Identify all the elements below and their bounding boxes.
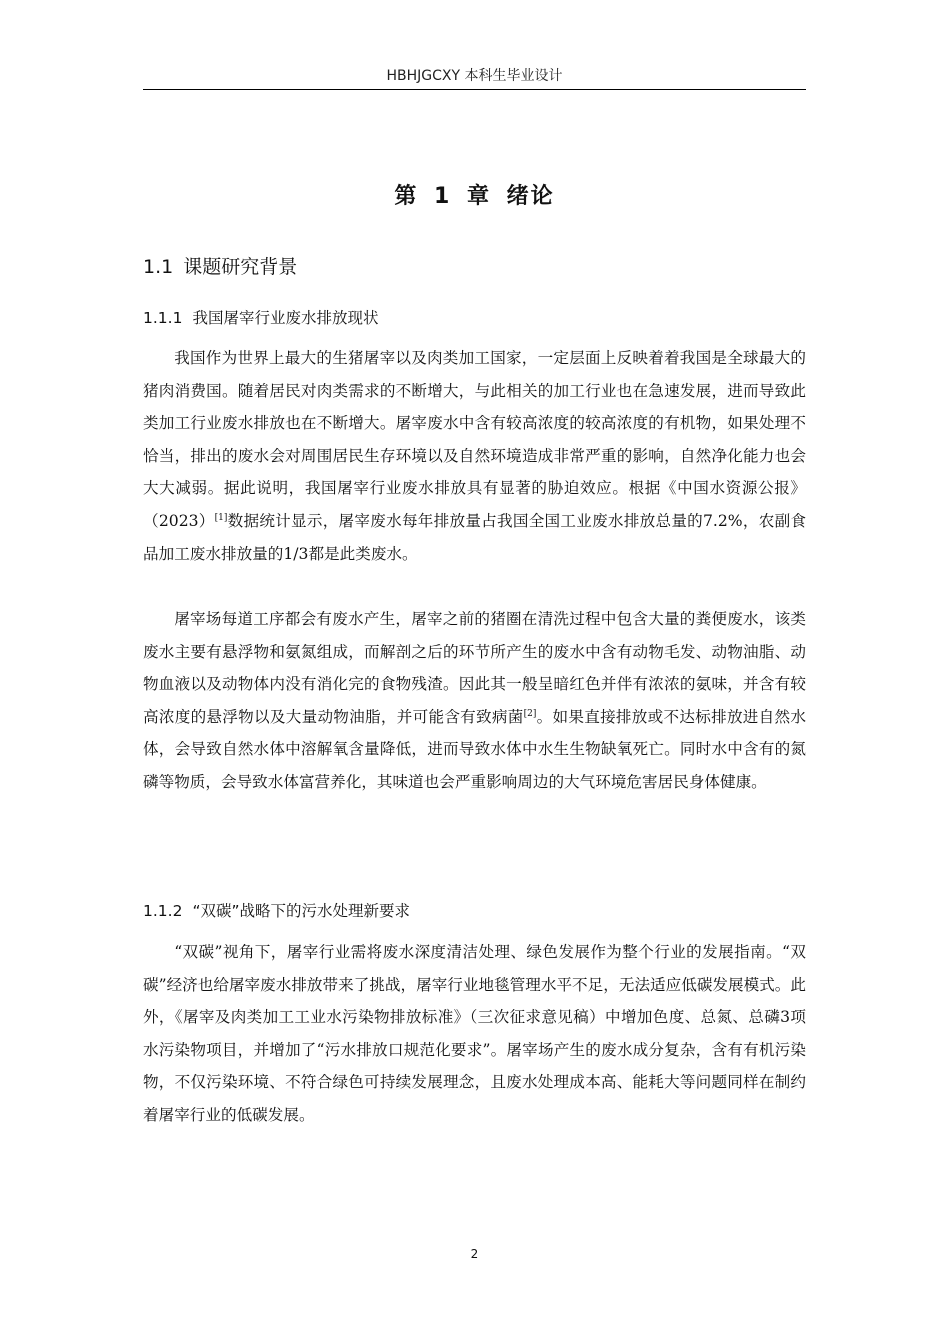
page-header: HBHJGCXY 本科生毕业设计 bbox=[386, 68, 563, 84]
citation-ref: [2] bbox=[523, 708, 537, 719]
chapter-title: 第 1 章 绪论 bbox=[394, 184, 555, 209]
header-divider bbox=[143, 89, 806, 90]
paragraph-text: 我国作为世界上最大的生猪屠宰以及肉类加工国家，一定层面上反映着着我国是全球最大的猪肉消费国。随着居民对肉类需求的不断增大，与此相关的加工行业也在急速发展，进而导致此类加工行业废水排放也在不断增大。屠宰废水中含有较高浓度的较高浓度的有机物，如果处理不恰当，排出的废水会对周围居民生存环境以及自然环境造成非常严重的影响，自然净化能力也会大大减弱。据此说明，我国屠宰行业废水排放具有显著的胁迫效应。根据《中国水资源公报》（2023） bbox=[143, 349, 806, 530]
paragraph-wastewater-sources bbox=[143, 603, 806, 799]
section-number: 1.1 bbox=[143, 256, 174, 278]
subsection-title: “双碳”战略下的污水处理新要求 bbox=[192, 902, 411, 920]
section-heading-1-1 bbox=[143, 253, 297, 281]
paragraph-text: 屠宰场每道工序都会有废水产生，屠宰之前的猪圈在清洗过程中包含大量的粪便废水，该类废水主要有悬浮物和氨氮组成，而解剖之后的环节所产生的废水中含有动物毛发、动物油脂、动物血液以及动物体内没有消化完的食物残渣。因此其一般呈暗红色并伴有浓浓的氨味，并含有较高浓度的悬浮物以及大量动物油脂，并可能含有致病菌 bbox=[143, 610, 806, 726]
citation-ref: [1] bbox=[214, 512, 228, 523]
section-title: 课题研究背景 bbox=[183, 256, 298, 278]
paragraph-text: “双碳”视角下，屠宰行业需将废水深度清洁处理、绿色发展作为整个行业的发展指南。“双碳”经济也给屠宰废水排放带来了挑战，屠宰行业地毯管理水平不足，无法适应低碳发展模式。此外，《屠宰及肉类加工工业水污染物排放标准》（三次征求意见稿）中增加色度、总氮、总磷3项水污染物项目，并增加了“污水排放口规范化要求”。屠宰场产生的废水成分复杂，含有有机污染物，不仅污染环境、不符合绿色可持续发展理念，且废水处理成本高、能耗大等问题同样在制约着屠宰行业的低碳发展。 bbox=[143, 943, 806, 1124]
paragraph-text: 。如果直接排放或不达标排放进自然水体，会导致自然水体中溶解氧含量降低，进而导致水体中水生生物缺氧死亡。同时水中含有的氮磷等物质，会导致水体富营养化，其味道也会严重影响周边的大气环境危害居民身体健康。 bbox=[143, 707, 806, 791]
page-number: 2 bbox=[470, 1247, 479, 1261]
paragraph-text: 数据统计显示，屠宰废水每年排放量占我国全国工业废水排放总量的7.2%，农副食品加工废水排放量的1/3都是此类废水。 bbox=[143, 511, 807, 563]
subsection-number: 1.1.2 bbox=[143, 902, 183, 920]
subsection-title: 我国屠宰行业废水排放现状 bbox=[192, 309, 379, 327]
subsection-heading-1-1-2 bbox=[143, 899, 410, 923]
paragraph-wastewater-status bbox=[143, 342, 806, 570]
subsection-heading-1-1-1 bbox=[143, 306, 378, 330]
paragraph-dual-carbon bbox=[143, 936, 806, 1132]
subsection-number: 1.1.1 bbox=[143, 309, 183, 327]
